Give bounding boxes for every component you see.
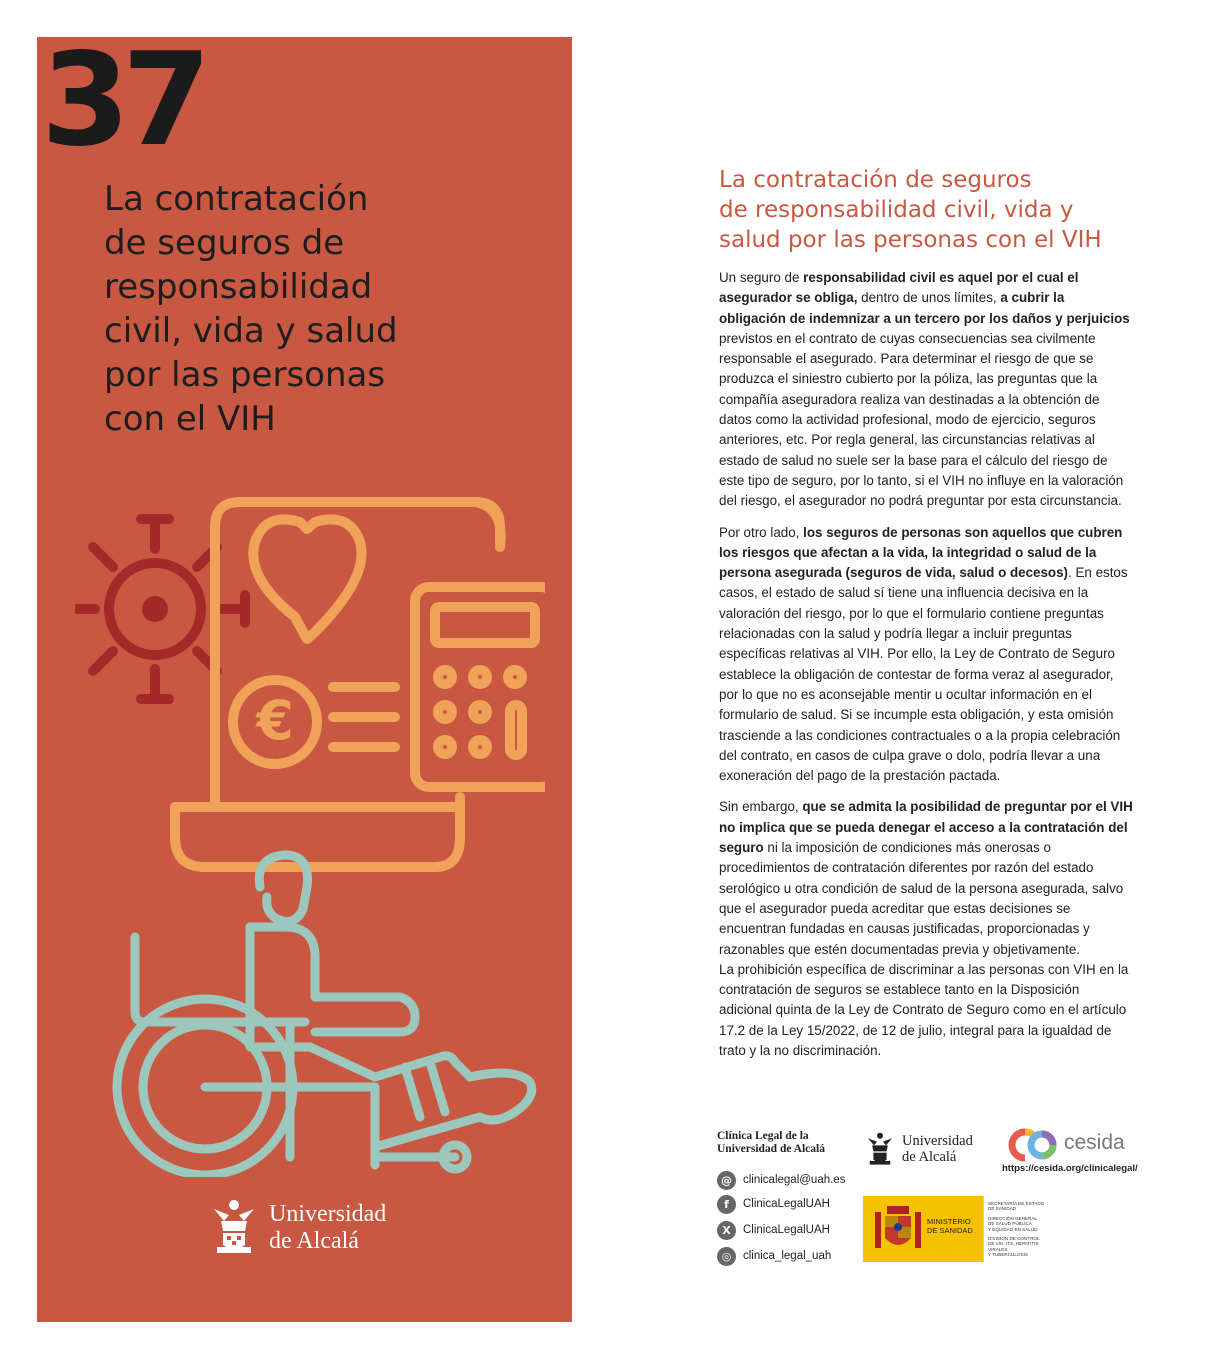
department-line: DIRECCIÓN GENERAL	[988, 1215, 1038, 1221]
university-name-line: Universidad	[902, 1133, 973, 1149]
university-name-line: Universidad	[269, 1201, 387, 1227]
paragraph-3: Sin embargo, que se admita la posibilidad de preguntar por el VIH no implica que se pueda denegar el acceso a la contratación del seguro ni la imposición de condiciones más onerosas o procedimientos de contratación diferentes por razón del estado serológico u otra condición de salud de la persona asegurada, salvo que el asegurador pueda acreditar que estas decisiones se encuentran fundadas en causas justificadas, proporcionadas y razonables que estén documentadas previa y objetivamente.	[719, 799, 1133, 957]
cover-title-line: con el VIH	[104, 399, 276, 439]
university-logo-small	[862, 1131, 973, 1171]
article-body	[719, 268, 1135, 1072]
cover-title-line: por las personas	[104, 355, 386, 395]
university-name	[269, 1201, 386, 1255]
article-title-line: La contratación de seguros	[719, 167, 1032, 193]
clinica-line: Universidad de Alcalá	[717, 1143, 825, 1155]
instagram-icon: ◎	[717, 1247, 736, 1266]
x-icon: X	[717, 1221, 736, 1240]
spain-coat-of-arms-icon	[873, 1202, 923, 1256]
facebook-icon: f	[717, 1195, 736, 1214]
document-icon	[175, 502, 545, 867]
department-line: DIVISIÓN DE CONTROL	[988, 1236, 1040, 1242]
cover-title-line: de seguros de	[104, 223, 345, 263]
contact-instagram[interactable]	[717, 1246, 831, 1266]
contact-facebook[interactable]	[717, 1194, 830, 1214]
department-line: Y TUBERCULOSIS	[988, 1252, 1028, 1258]
cover-title-line: responsabilidad	[104, 267, 373, 307]
cesida-wordmark: cesida	[1064, 1131, 1125, 1154]
paragraph-4: La prohibición específica de discriminar a las personas con VIH en la contratación de seguros se establece tanto en la Disposición adicional quinta de la Ley de Contrato de Seguro como en el artículo 17.2 de la Ley 15/2022, de 12 de julio, integral para la igualdad de trato y la no discriminación.	[719, 961, 1129, 1058]
ministerio-label-line: MINISTERIO	[927, 1217, 971, 1226]
cover-title	[104, 177, 554, 441]
cesida-mark-icon	[1008, 1128, 1060, 1162]
paragraph-1: Un seguro de responsabilidad civil es aquel por el cual el asegurador se obliga, dentro de unos límites, a cubrir la obligación de indemnizar a un tercero por los daños y perjuicios previstos en el contrato de cuyas consecuencias sea civilmente responsable el asegurado. Para determinar el riesgo de que se produzca el siniestro cubierto por la póliza, las preguntas que la compañía aseguradora realiza van destinadas a la obtención de datos como la actividad profesional, modo de ejercicio, seguros anteriores, etc. Por regla general, las circunstancias relativas al estado de salud no suele ser la base para el cálculo del riesgo de este tipo de seguro, por lo tanto, si el VIH no influye en la valoración del riesgo, el asegurador no podrá preguntar por esta circunstancia.	[719, 270, 1130, 509]
cover-panel	[37, 37, 572, 1322]
university-name-line: de Alcalá	[902, 1149, 957, 1165]
university-logo	[209, 1197, 449, 1267]
wheelchair-person-icon	[117, 855, 532, 1175]
at-icon: @	[717, 1171, 736, 1190]
contact-email[interactable]	[717, 1170, 845, 1190]
ministerio-departments	[983, 1196, 1058, 1262]
contact-text: ClinicaLegalUAH	[743, 1198, 830, 1210]
cesida-url[interactable]: https://cesida.org/clinicalegal/	[1002, 1163, 1138, 1174]
cesida-logo	[1002, 1128, 1148, 1178]
ministerio-label	[927, 1217, 973, 1235]
department-line: DE SALUD PÚBLICA	[988, 1221, 1032, 1227]
chapter-number: 37	[41, 37, 204, 175]
euro-icon: €	[256, 689, 294, 752]
ministerio-logo	[863, 1196, 983, 1262]
clinica-legal-label	[717, 1130, 825, 1156]
article-title-line: de responsabilidad civil, vida y	[719, 197, 1074, 223]
contact-x[interactable]	[717, 1220, 830, 1240]
department-line: DE VIH, ITS, HEPATITIS VIRALES	[988, 1241, 1039, 1252]
university-name-line: de Alcalá	[269, 1228, 359, 1254]
department-line: SECRETARÍA DE ESTADO	[988, 1201, 1045, 1206]
clinica-line: Clínica Legal de la	[717, 1130, 809, 1142]
department-line: DE SANIDAD	[988, 1206, 1017, 1212]
contact-text: clinicalegal@uah.es	[743, 1174, 846, 1186]
article-title-line: salud por las personas con el VIH	[719, 227, 1102, 253]
cover-title-line: La contratación	[104, 179, 369, 219]
contact-text: clinica_legal_uah	[743, 1250, 832, 1262]
ministerio-label-line: DE SANIDAD	[927, 1226, 973, 1235]
article-title	[719, 165, 1159, 255]
department-line: Y EQUIDAD EN SALUD	[988, 1226, 1038, 1232]
university-name	[902, 1133, 973, 1165]
insurance-illustration	[75, 457, 545, 1177]
paragraph-2: Por otro lado, los seguros de personas son aquellos que cubren los riesgos que afectan a la vida, la integridad o salud de la persona asegurada (seguros de vida, salud o decesos). En estos casos, el estado de salud sí tiene una influencia decisiva en la valoración del riesgo, por lo que el formulario contiene preguntas relacionadas con la salud y podría llegar a incluir preguntas específicas relativas al VIH. Por ello, la Ley de Contrato de Seguro establece la obligación de contestar de forma veraz al asegurador, por lo que no es aconsejable mentir u ocultar información en el formulario de salud. Si se incumple esta obligación, y esta omisión trasciende a las condiciones contractuales o a la propia celebración del contrato, en casos de culpa grave o dolo, podría llevar a una exoneración del pago de la prestación pactada.	[719, 524, 1128, 784]
contact-text: ClinicaLegalUAH	[743, 1224, 830, 1236]
university-crest-icon	[209, 1197, 259, 1257]
cover-title-line: civil, vida y salud	[104, 311, 398, 351]
university-crest-icon	[862, 1131, 898, 1167]
